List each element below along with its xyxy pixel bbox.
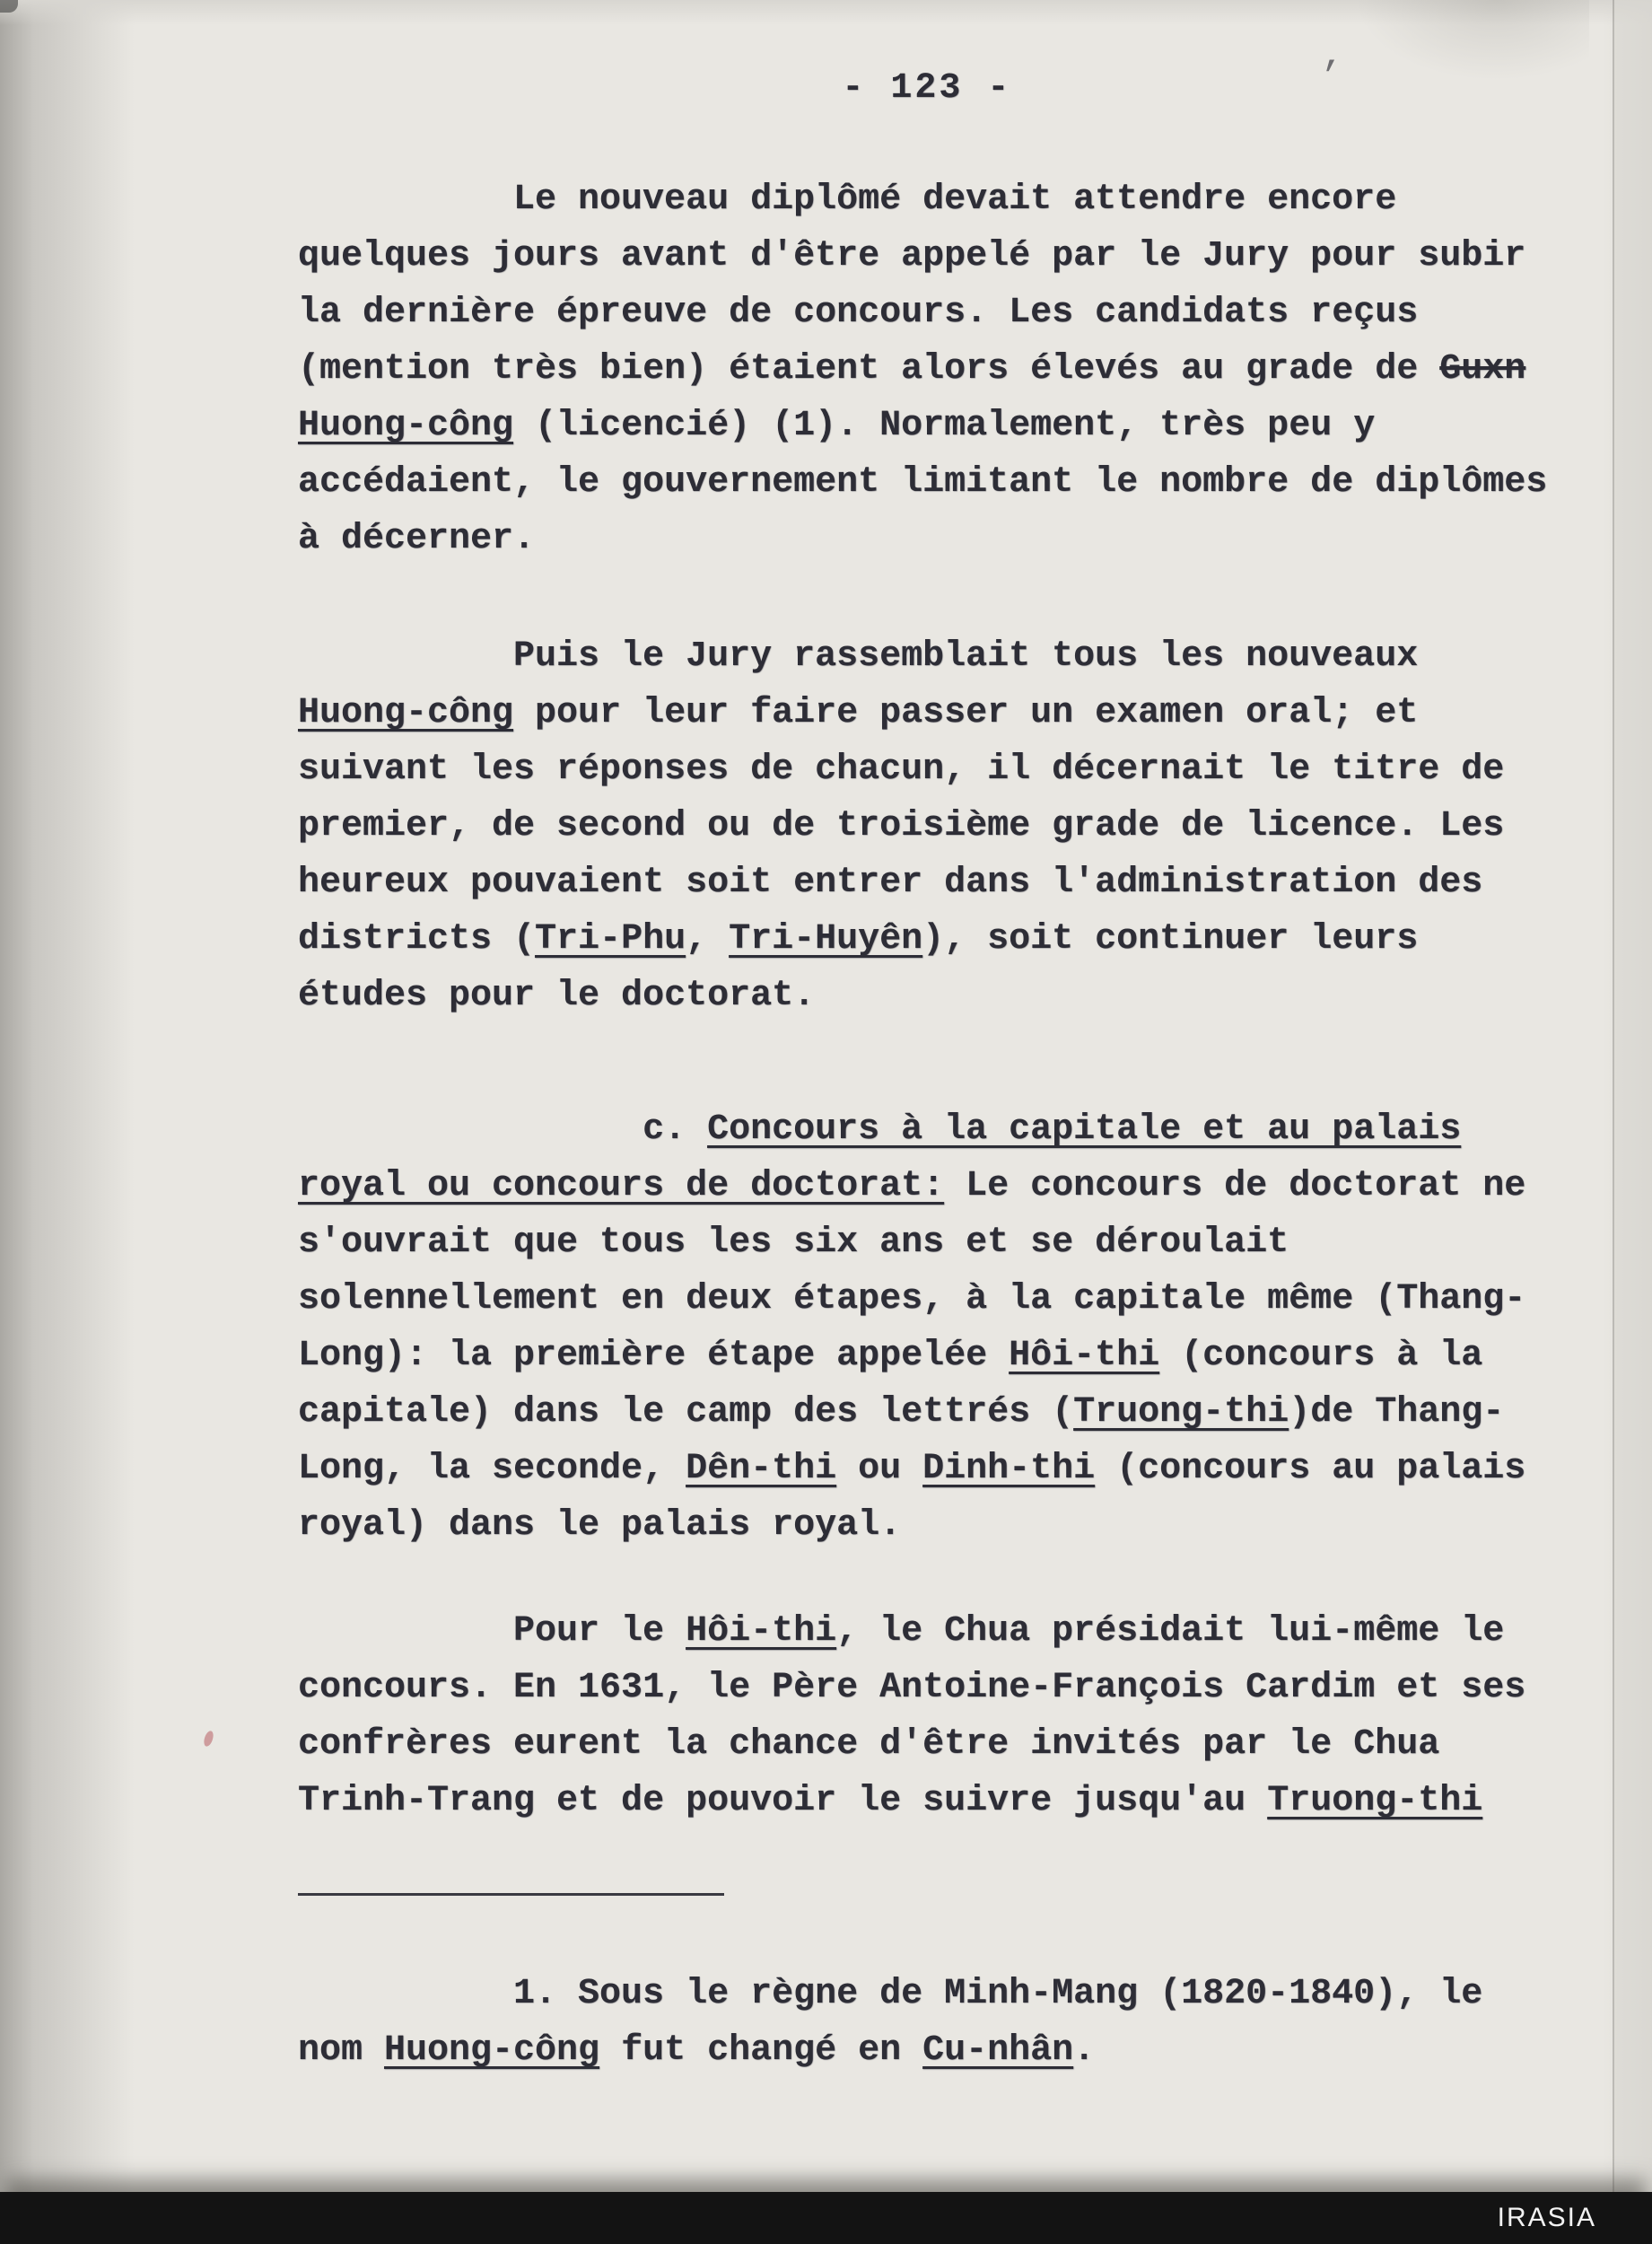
scanner-footer-bar (0, 2192, 1652, 2244)
underlined-heading: Concours à la capitale et au palais royal ou concours de doctorat: (298, 1109, 1462, 1206)
paper-edge-line (1613, 0, 1614, 2244)
paper-right-margin-strip (1614, 0, 1652, 2244)
text-segment: (concours à la capitale) dans le camp des lettrés ( (298, 1336, 1483, 1433)
underlined-term: Hôi-thi (686, 1611, 837, 1652)
text-segment: ), soit continuer leurs études pour le doctorat. (298, 919, 1419, 1016)
footnote-separator (298, 1893, 724, 1896)
underlined-term: Tri-Huyên (729, 919, 923, 960)
underlined-term: Dinh-thi (922, 1449, 1096, 1489)
text-segment: pour leur faire passer un examen oral; et suivant les réponses de chacun, il décernait le titre de premier, de second ou de troisième grade de licence. Les heureux pouvaient soit entrer dans l'administration des districts ( (298, 693, 1505, 960)
text-segment: , (686, 919, 730, 960)
struck-word: Guxn (1439, 349, 1526, 390)
underlined-term: Huong-công (384, 2030, 600, 2071)
text-segment: . (1073, 2030, 1096, 2071)
text-segment: (licencié) (1). Normalement, très peu y accédaient, le gouvernement limitant le nombre de diplômes à décerner. (298, 406, 1548, 559)
underlined-term: Truong-thi (1073, 1392, 1289, 1433)
underlined-term: Huong-công (298, 406, 514, 446)
text-segment: fut changé en (599, 2030, 923, 2071)
text-segment: Pour le (513, 1611, 686, 1652)
paragraph-diplome (298, 171, 1556, 567)
underlined-term: Dên-thi (686, 1449, 837, 1489)
text-segment: )de Thang-Long, la seconde, (298, 1392, 1505, 1489)
underlined-term: Truong-thi (1267, 1781, 1483, 1821)
paragraph-jury (298, 628, 1556, 1024)
text-segment: c. (642, 1109, 708, 1150)
underlined-term: Hôi-thi (1009, 1336, 1160, 1376)
underlined-term: Tri-Phu (535, 919, 686, 960)
text-segment: Le nouveau diplômé devait attendre encore quelques jours avant d'être appelé par le Jury pour subir la dernière épreuve de concours. Les candidats reçus (mention très bien) étaient alors élevés au grade de (298, 180, 1526, 390)
text-segment: , le Chua présidait lui-même le concours. En 1631, le Père Antoine-François Cardim et ses confrères eurent la chance d'être invités par le Chua Trinh-Trang et de pouvoir le suivre jusqu'au (298, 1611, 1526, 1821)
paragraph-hoi-thi (298, 1603, 1556, 1829)
underlined-term: Huong-công (298, 693, 514, 733)
paragraph-concours-capitale (298, 1101, 1556, 1554)
scan-artifact-mark: ’ (1319, 56, 1342, 99)
text-segment: Puis le Jury rassemblait tous les nouveaux (513, 636, 1419, 677)
footnote (298, 1966, 1556, 2079)
text-segment: 1. Sous le règne de Minh-Mang (1820-1840), le nom (298, 1974, 1483, 2071)
text-column (298, 60, 1556, 2079)
scan-artifact-red-speck (202, 1730, 214, 1748)
text-segment: ou (836, 1449, 923, 1489)
scan-artifact-corner (0, 0, 18, 13)
watermark-label: IRASIA (1497, 2203, 1596, 2232)
text-segment: (concours au palais royal) dans le palais royal. (298, 1449, 1526, 1546)
page-number: - 123 - (842, 68, 1012, 109)
text-segment: Le concours de doctorat ne s'ouvrait que tous les six ans et se déroulait solennellement en deux étapes, à la capitale même (Thang-Long): la première étape appelée (298, 1166, 1526, 1376)
underlined-term: Cu-nhân (922, 2030, 1074, 2071)
